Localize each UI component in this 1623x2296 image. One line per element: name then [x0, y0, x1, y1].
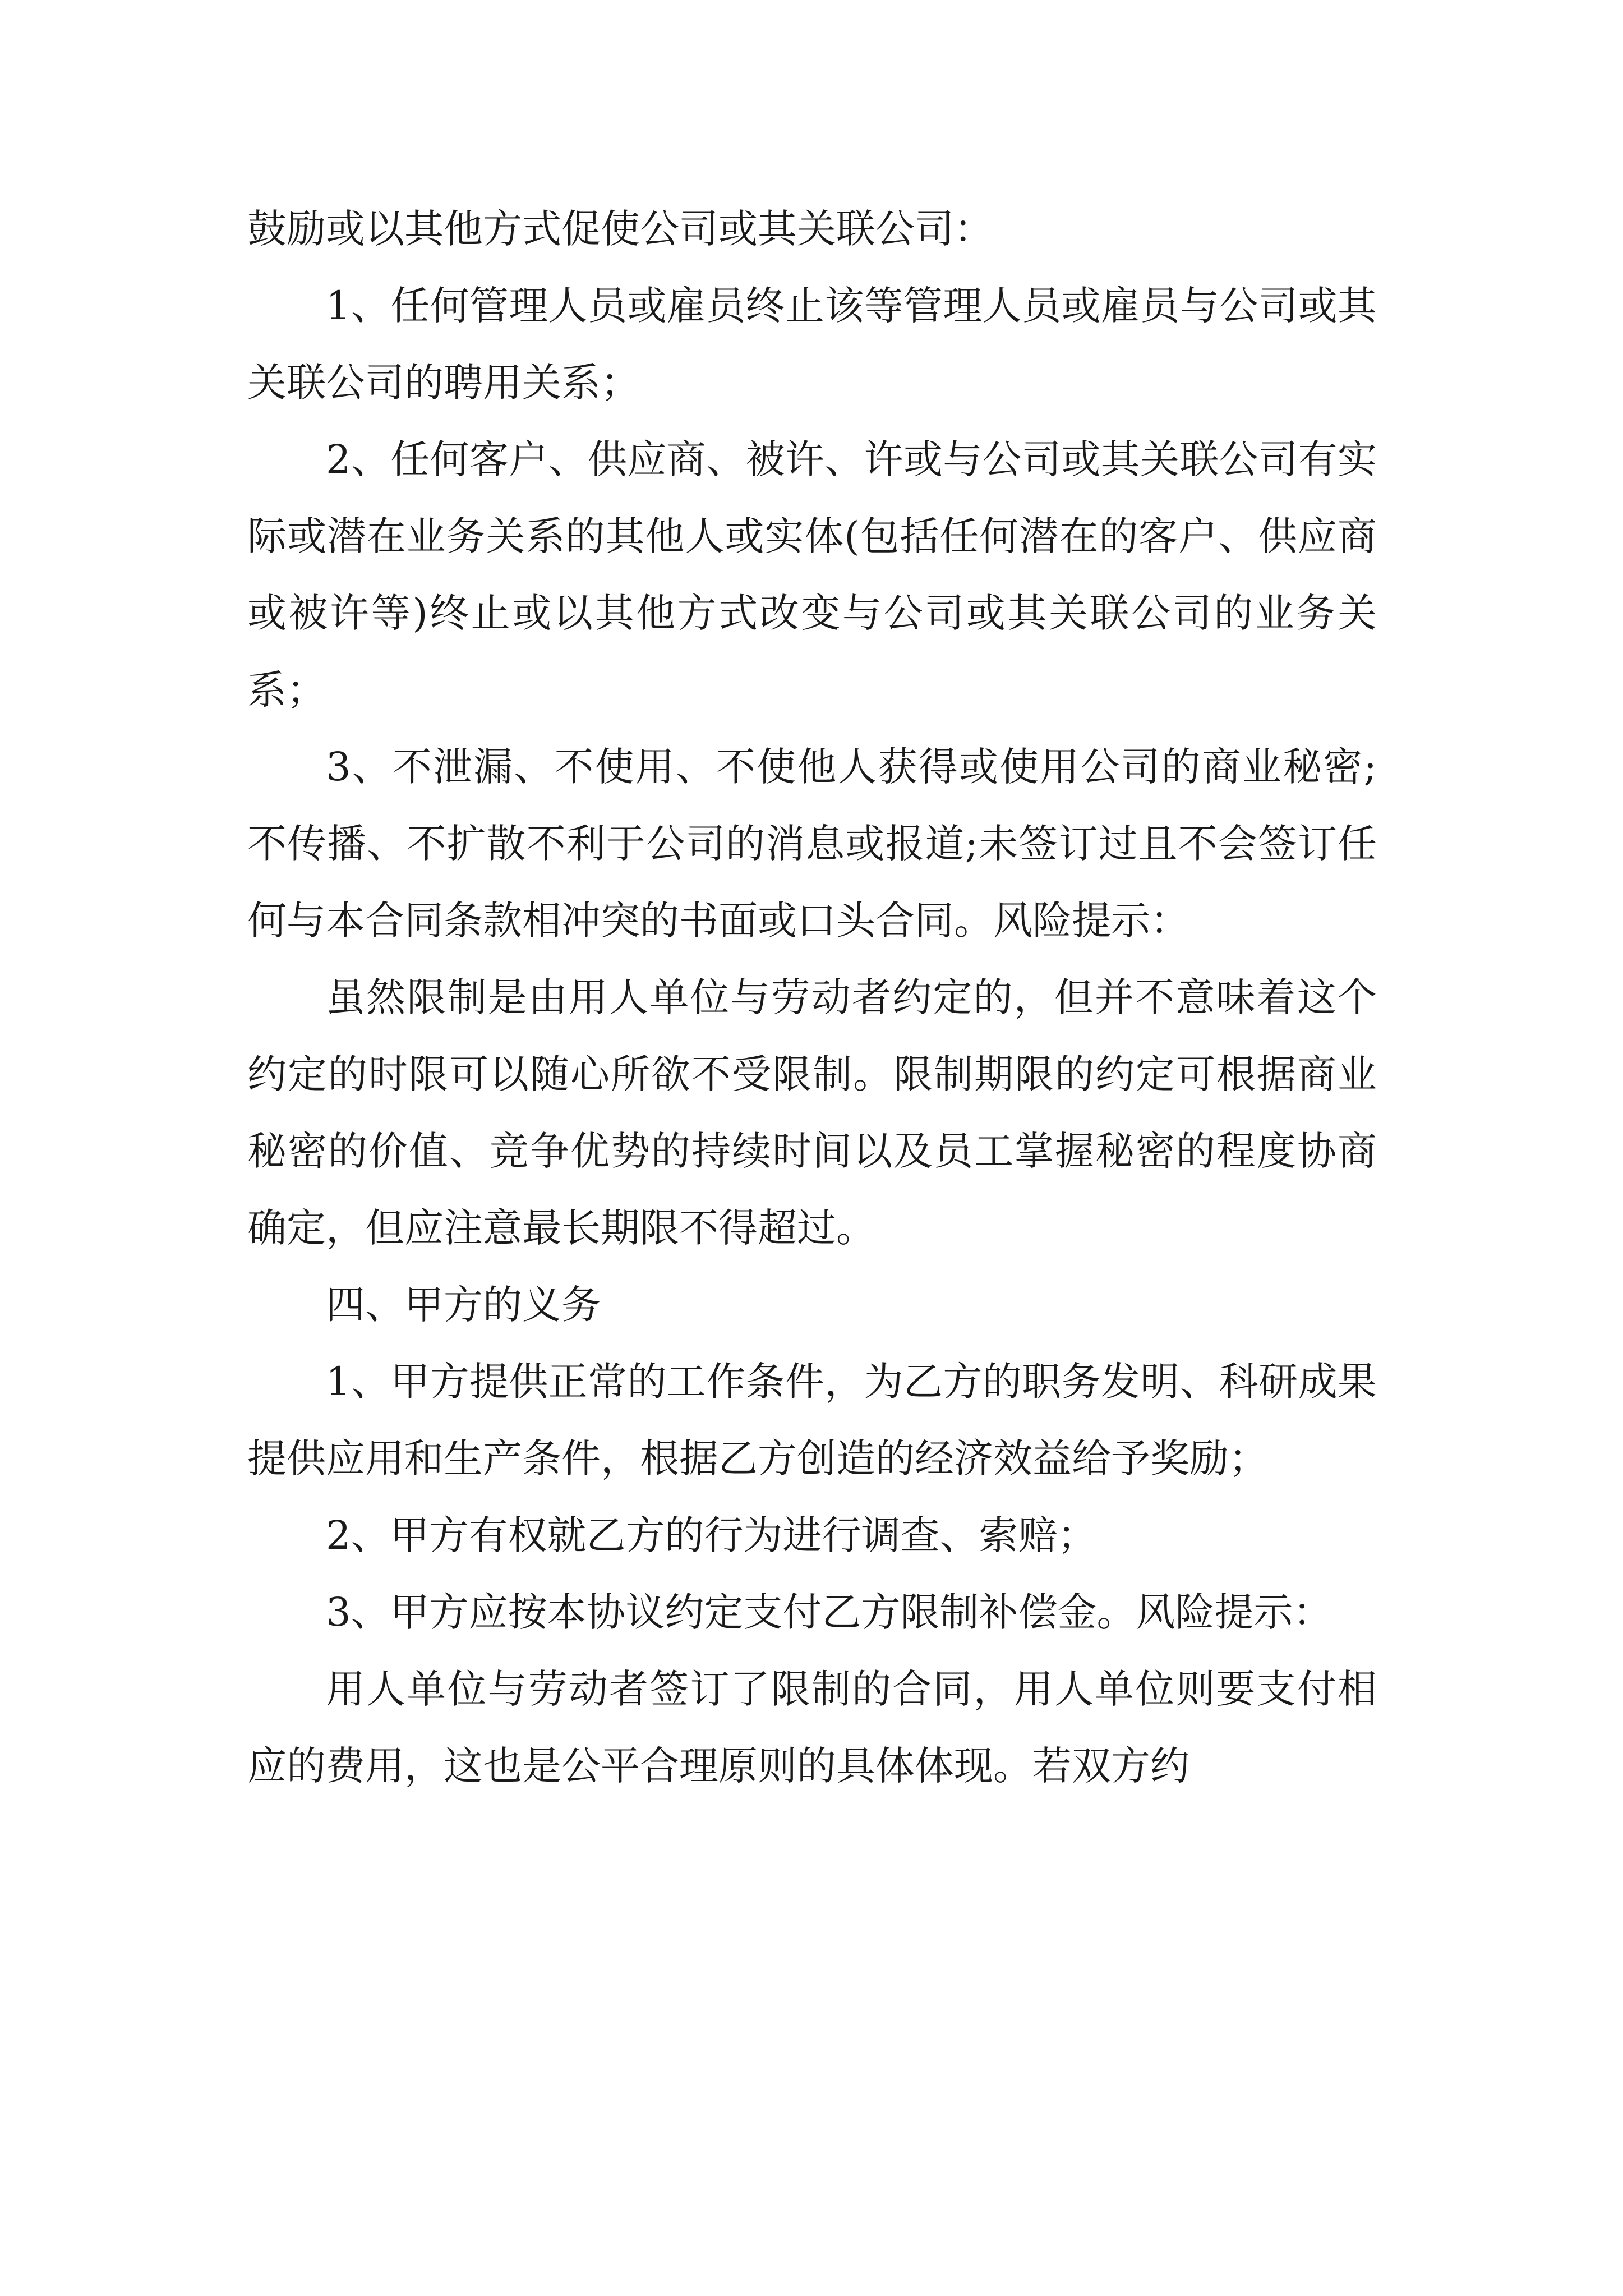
paragraph-obligation-2: 2、甲方有权就乙方的行为进行调查、索赔； [326, 1512, 1097, 1558]
paragraph-clause-1: 1、任何管理人员或雇员终止该等管理人员或雇员与公司或其关联公司的聘用关系； [247, 283, 1377, 406]
paragraph-obligation-3: 3、甲方应按本协议约定支付乙方限制补偿金。风险提示： [326, 1589, 1332, 1635]
paragraph-obligation-1: 1、甲方提供正常的工作条件，为乙方的职务发明、科研成果提供应用和生产条件，根据乙方创造的经济效益给予奖励； [247, 1359, 1377, 1481]
paragraph-intro: 鼓励或以其他方式促使公司或其关联公司： [247, 206, 993, 252]
paragraph-risk-note-1: 虽然限制是由用人单位与劳动者约定的，但并不意味着这个约定的时限可以随心所欲不受限制。限制期限的约定可根据商业秘密的价值、竞争优势的持续时间以及员工掌握秘密的程度协商确定，但应注意最长期限不得超过。 [247, 974, 1377, 1251]
paragraph-clause-2: 2、任何客户、供应商、被许、许或与公司或其关联公司有实际或潜在业务关系的其他人或实体(包括任何潜在的客户、供应商或被许等)终止或以其他方式改变与公司或其关联公司的业务关系； [247, 436, 1377, 713]
paragraph-risk-note-2: 用人单位与劳动者签订了限制的合同，用人单位则要支付相应的费用，这也是公平合理原则的具体体现。若双方约 [247, 1666, 1377, 1789]
document-body [247, 191, 1377, 1805]
paragraph-clause-3: 3、不泄漏、不使用、不使他人获得或使用公司的商业秘密;不传播、不扩散不利于公司的消息或报道;未签订过且不会签订任何与本合同条款相冲突的书面或口头合同。风险提示： [247, 744, 1377, 944]
section-heading-party-a-obligations: 四、甲方的义务 [326, 1282, 601, 1328]
